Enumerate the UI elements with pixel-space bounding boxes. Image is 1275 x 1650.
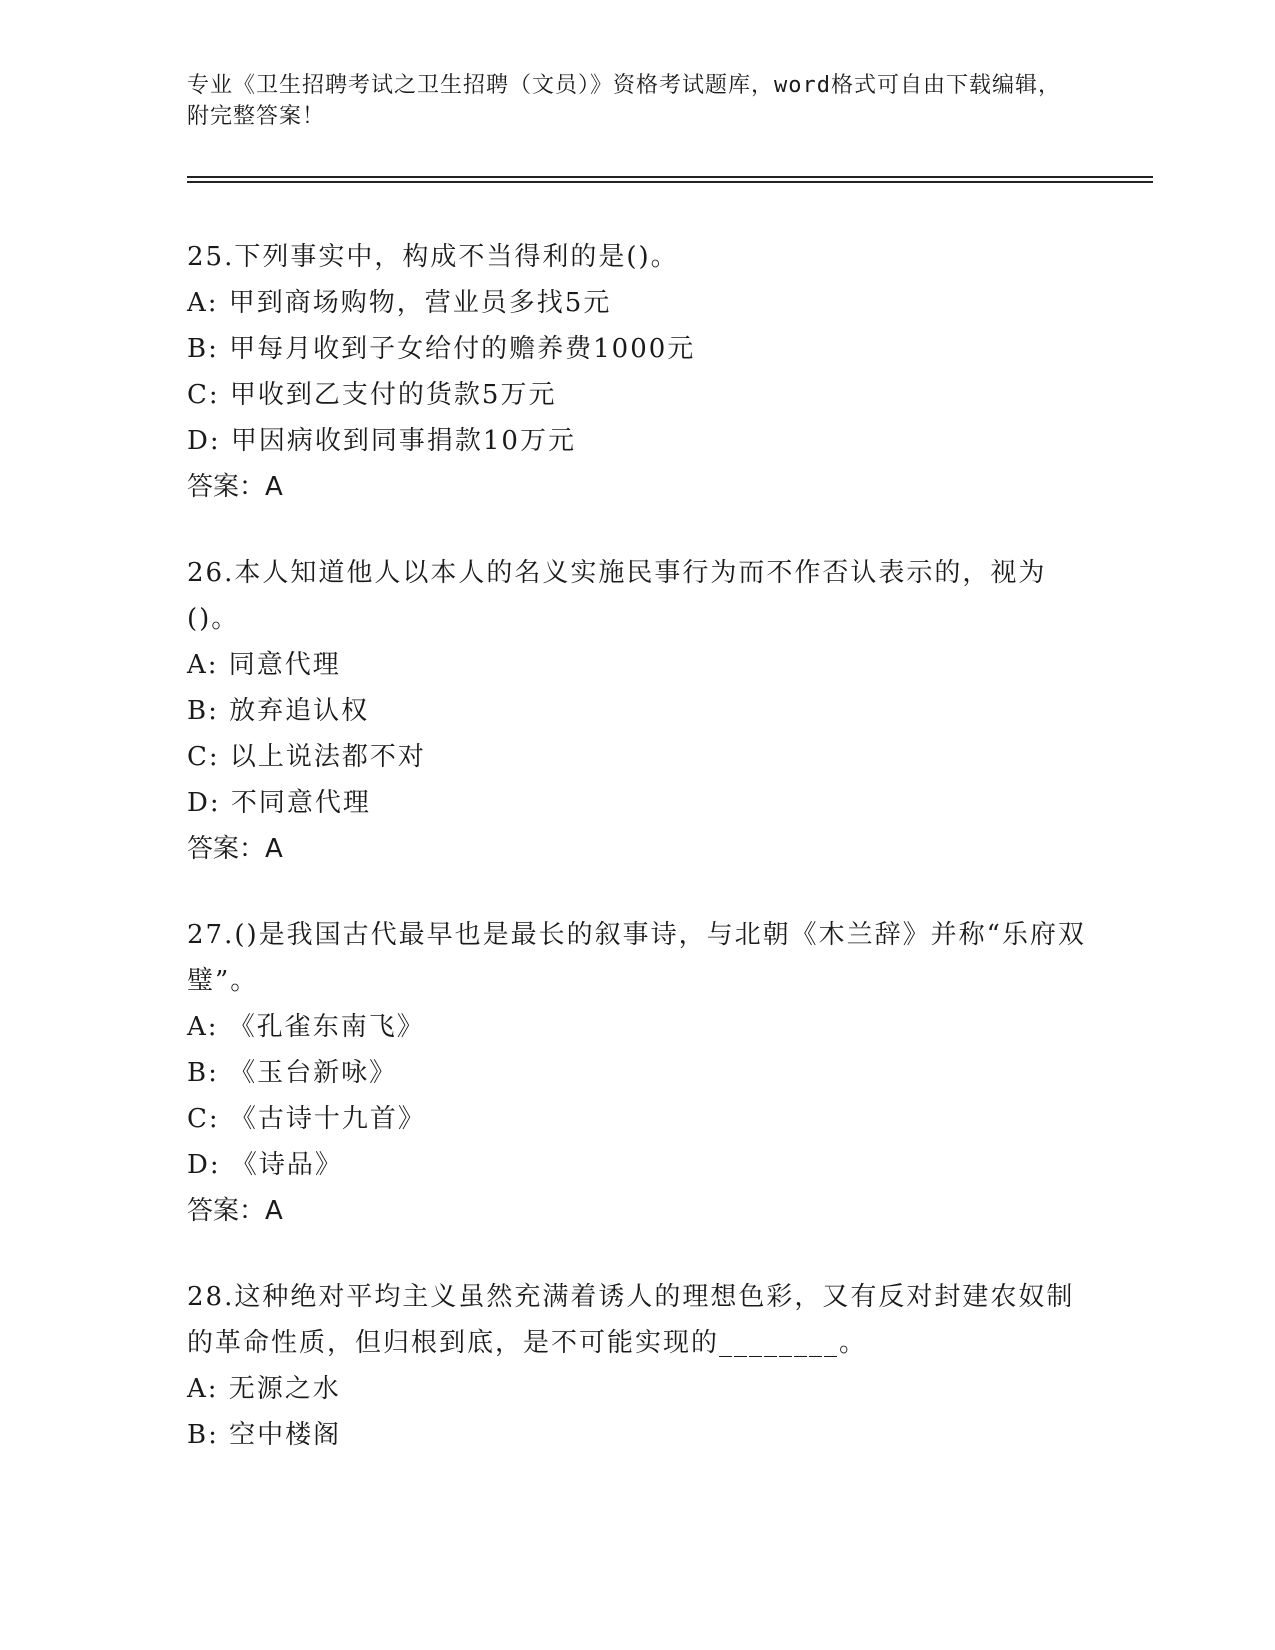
option-c: C: 《古诗十九首》 [187,1104,426,1134]
question-list [187,234,1087,1498]
option-b: B: 甲每月收到子女给付的赡养费1000元 [187,334,696,364]
option-a: A: 《孔雀东南飞》 [187,1012,425,1042]
question-stem: 28.这种绝对平均主义虽然充满着诱人的理想色彩，又有反对封建农奴制的革命性质，但归根到底，是不可能实现的________。 [187,1282,1075,1358]
question-26 [187,550,1087,872]
option-d: D: 《诗品》 [187,1150,343,1180]
option-d: D: 不同意代理 [187,788,371,818]
answer-label: 答案：A [187,472,283,502]
option-b: B: 空中楼阁 [187,1420,342,1450]
question-stem: 26.本人知道他人以本人的名义实施民事行为而不作否认表示的，视为()。 [187,558,1047,634]
option-c: C: 以上说法都不对 [187,742,426,772]
option-b: B: 放弃追认权 [187,696,370,726]
option-d: D: 甲因病收到同事捐款10万元 [187,426,576,456]
option-c: C: 甲收到乙支付的货款5万元 [187,380,557,410]
question-27 [187,912,1087,1234]
question-stem: 27.()是我国古代最早也是最长的叙事诗，与北朝《木兰辞》并称“乐府双璧”。 [187,920,1086,996]
answer-label: 答案：A [187,834,283,864]
answer-label: 答案：A [187,1196,283,1226]
option-a: A: 同意代理 [187,650,341,680]
header-divider-top [187,176,1153,178]
question-25 [187,234,1087,510]
option-a: A: 无源之水 [187,1374,341,1404]
option-b: B: 《玉台新咏》 [187,1058,398,1088]
document-header: 专业《卫生招聘考试之卫生招聘（文员）》资格考试题库，word格式可自由下载编辑，附完整答案！ [187,73,1061,129]
option-a: A: 甲到商场购物，营业员多找5元 [187,288,612,318]
question-28 [187,1274,1087,1458]
header-divider-bottom [187,181,1153,183]
question-stem: 25.下列事实中，构成不当得利的是()。 [187,242,679,272]
